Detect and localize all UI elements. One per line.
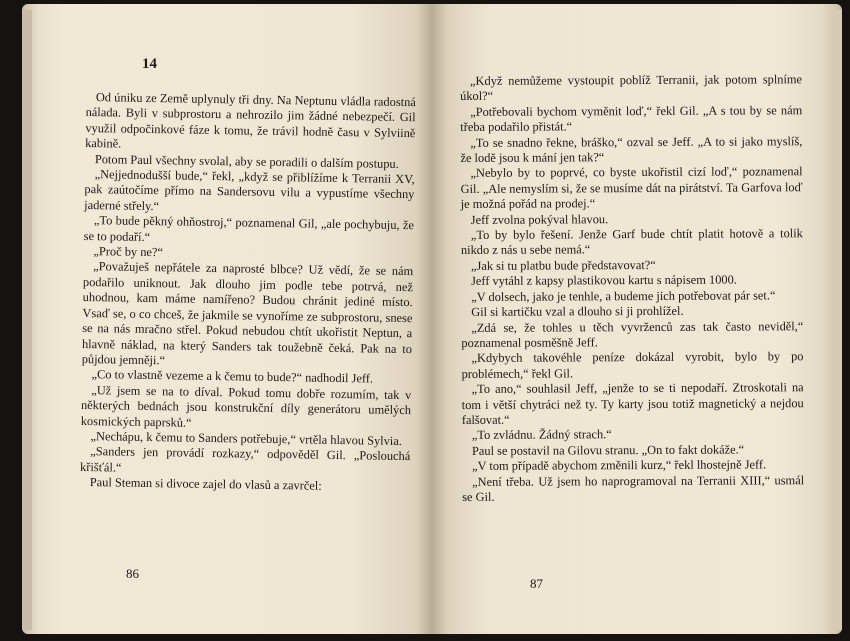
paragraph: „Jak si tu platbu bude představovat?“ [470,257,656,273]
paragraph: „Když nemůžeme vystoupit poblíž Terranii, jak potom splníme úkol?“ [460,72,803,104]
paragraph: „Už jsem se na to díval. Pokud tomu dobře rozumím, tak v některých bednách jsou konstrukční díly generátoru umělých kosmických paprsků.“ [80,382,412,430]
paragraph: „Co to vlastně vezeme a k čemu to bude?“ nadhodil Jeff. [91,367,374,386]
paragraph: „Sanders jen provádí rozkazy,“ odpověděl Gil. „Poslouchá křišťál.“ [79,444,411,475]
paragraph: Od úniku ze Země uplynuly tři dny. Na Neptunu vládla radostná nálada. Byli v subprostoru a nehrozilo jim žádné nebezpečí. Gil využil odpočinkové fáze k tomu, že trávil hodně času v Sylviině kabině. [85,90,416,151]
paragraph: „Nebylo by to poprvé, co byste ukořistil cizí loď,“ poznamenal Gil. „Ale nemyslím si, že se musíme dát na pirátství. Ta Garfova loď je možná pořád na prodej.“ [460,164,803,212]
paragraph: „Potřebovali bychom vyměnit loď,“ řekl Gil. „A s tou by se nám třeba podařilo přistát.“ [460,103,803,135]
paragraph: Jeff zvolna pokýval hlavou. [470,211,609,227]
paragraph: „Kdybych takovéhle peníze dokázal vyrobit, bylo by po problémech,“ řekl Gil. [461,349,804,381]
left-page [22,4,432,634]
paragraph: „To zvládnu. Žádný strach.“ [471,427,612,443]
paragraph: Potom Paul všechny svolal, aby se poradili o dalším postupu. [94,151,399,171]
paragraph: „Zdá se, že tohles u těch vyvrženců zas tak často neviděl,“ poznamenal posměšně Jeff. [461,318,804,350]
running-head: 14 [142,56,157,72]
paragraph: Paul Steman si divoce zajel do vlasů a zavrčel: [89,475,322,493]
page-edges-left [22,10,32,630]
page-number-right: 87 [530,576,543,591]
paragraph: Jeff vytáhl z kapsy plastikovou kartu s nápisem 1000. [471,272,737,289]
paragraph: „V dolsech, jako je tenhle, a budeme jich potřebovat pár set.“ [471,288,776,304]
page-number-left: 86 [126,566,139,581]
paragraph: „To bude pěkný ohňostroj,“ poznamenal Gil, „ale pochybuju, že se to podaří.“ [83,213,415,244]
paragraph: „To se snadno řekne, bráško,“ ozval se Jeff. „A to si jako myslíš, že lodě jsou k mání jen tak?“ [460,133,803,166]
paragraph: „Považuješ nepřátele za naprosté blbce? Už vědí, že se nám podařilo uniknout. Jak dlouho jim podle tebe potrvá, než uhodnou, kam máme namířeno? Budou chránit jediné místo. Vsaď se, o co chceš, že jakmile se vynoříme ze subprostoru, snese se na nás mračno střel. Pokud nebudou chtít ukořistit Neptun, a hlavně náklad, na který Sanders tak toužebně čeká. Pak na to půjdou jemněji.“ [81,259,414,368]
open-book [22,4,844,636]
paragraph: „To by bylo řešení. Jenže Garf bude chtít platit hotově a tolik nikdo z nás u sebe nemá.“ [460,226,803,258]
right-page [432,4,842,634]
paragraph: „V tom případě abychom změnili kurz,“ řekl lhostejně Jeff. [472,457,767,474]
left-page-text [80,90,416,496]
paragraph: „Proč by ne?“ [93,244,164,260]
paragraph: „Nejjednodušší bude,“ řekl, „když se přiblížíme k Terranii XV, pak zaútočíme přímo na Sandersovu vilu a vypustíme všechny jaderné střely.“ [84,167,415,214]
paragraph: Gil si kartičku vzal a dlouho si ji prohlížel. [471,303,684,320]
paragraph: „Není třeba. Už jsem ho naprogramoval na Terranii XIII,“ usmál se Gil. [462,472,805,504]
paragraph: „To ano,“ souhlasil Jeff, „jenže to se ti nepodaří. Ztroskotali na tom i větší chytráci než ty. Ty karty jsou totiž magnetický a nejdou falšovat.“ [461,380,804,427]
paragraph: „Nechápu, k čemu to Sanders potřebuje,“ vrtěla hlavou Sylvia. [90,429,403,448]
page-edges-right [834,10,842,630]
paragraph: Paul se postavil na Gilovu stranu. „On to fakt dokáže.“ [471,442,745,458]
right-page-text [460,72,804,505]
